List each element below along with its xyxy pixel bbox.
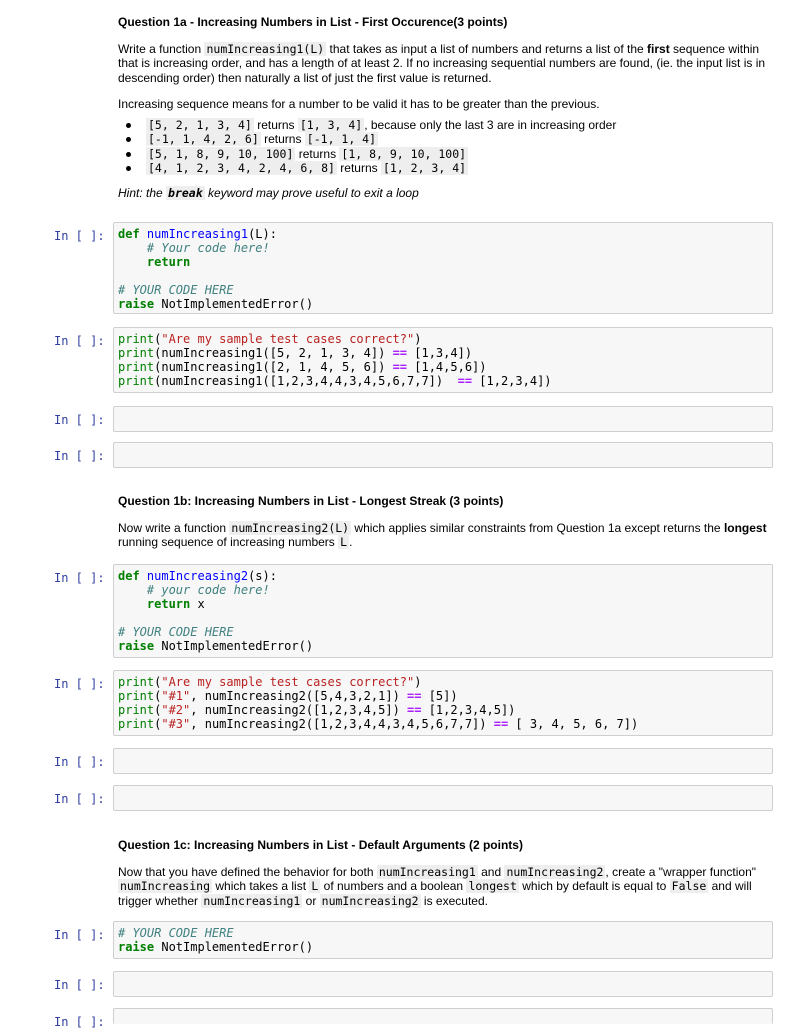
q1c-title: Question 1c: Increasing Numbers in List - Default Arguments (2 points) bbox=[118, 838, 523, 852]
code-cell[interactable] bbox=[113, 921, 773, 959]
q1a-description: Write a function numIncreasing1(L) that takes as input a list of numbers and returns a list of the first sequence within that is increasing order, and has a length of at least 2. If no increasing sequential numbers are found, (ie. the input list is in descending order) then naturally a list of just the first value is returned. bbox=[118, 41, 766, 85]
example-item: [5, 2, 1, 3, 4] returns [1, 3, 4] , because only the last 3 are in increasing order bbox=[118, 118, 768, 133]
q1a-hint: Hint: the break keyword may prove useful to exit a loop bbox=[118, 185, 419, 200]
cell-prompt-partial: In [ ]: bbox=[54, 1015, 105, 1029]
cell-prompt: In [ ]: bbox=[54, 571, 105, 585]
cell-prompt: In [ ]: bbox=[54, 928, 105, 942]
cell-prompt: In [ ]: bbox=[54, 413, 105, 427]
code-cell-empty[interactable] bbox=[113, 1008, 773, 1024]
q1a-title: Question 1a - Increasing Numbers in List - First Occurence(3 points) bbox=[118, 15, 508, 29]
code-cell-empty[interactable] bbox=[113, 442, 773, 468]
code-editor[interactable]: # YOUR CODE HERE raise NotImplementedError() bbox=[118, 926, 314, 954]
cell-prompt: In [ ]: bbox=[54, 792, 105, 806]
q1c-description: Now that you have defined the behavior for both numIncreasing1 and numIncreasing2 , create a "wrapper function" numIncreasing which takes a list L of numbers and a boolean longest which by default is equal to False and will trigger whether numIncreasing1 or numIncreasing2 is executed. bbox=[118, 864, 757, 908]
cell-prompt: In [ ]: bbox=[54, 334, 105, 348]
code-cell-empty[interactable] bbox=[113, 785, 773, 811]
example-item: [-1, 1, 4, 2, 6] returns [-1, 1, 4] bbox=[118, 132, 768, 147]
code-cell[interactable] bbox=[113, 222, 773, 314]
code-cell[interactable] bbox=[113, 564, 773, 658]
code-cell[interactable] bbox=[113, 670, 773, 736]
code-cell-empty[interactable] bbox=[113, 406, 773, 432]
cell-prompt: In [ ]: bbox=[54, 677, 105, 691]
example-item: [5, 1, 8, 9, 10, 100] returns [1, 8, 9, 10, 100] bbox=[118, 147, 768, 162]
code-editor[interactable]: def numIncreasing1(L): # Your code here! return # YOUR CODE HERE raise NotImplementedError() bbox=[118, 227, 314, 311]
q1a-examples bbox=[118, 118, 768, 176]
code-cell[interactable] bbox=[113, 327, 773, 393]
code-editor[interactable]: print("Are my sample test cases correct?") print(numIncreasing1([5, 2, 1, 3, 4]) == [1,3,4]) print(numIncreasing1([2, 1, 4, 5, 6]) == [1,4,5,6]) print(numIncreasing1([1,2,3,4,4,3,4,5,6,7,7]) == [1,2,3,4]) bbox=[118, 332, 552, 388]
code-cell-empty[interactable] bbox=[113, 748, 773, 774]
q1c-markdown bbox=[118, 838, 768, 908]
q1a-markdown bbox=[118, 15, 768, 200]
cell-prompt: In [ ]: bbox=[54, 755, 105, 769]
cell-prompt: In [ ]: bbox=[54, 229, 105, 243]
q1b-title: Question 1b: Increasing Numbers in List - Longest Streak (3 points) bbox=[118, 494, 504, 508]
code-editor[interactable]: print("Are my sample test cases correct?") print("#1", numIncreasing2([5,4,3,2,1]) == [5]) print("#2", numIncreasing2([1,2,3,4,5]) == [1,2,3,4,5]) print("#3", numIncreasing2([1,2,3,4,4,3,4,5,6,7,7]) == [ 3, 4, 5, 6, 7]) bbox=[118, 675, 639, 731]
example-item: [4, 1, 2, 3, 4, 2, 4, 6, 8] returns [1, 2, 3, 4] bbox=[118, 161, 768, 176]
code-editor[interactable]: def numIncreasing2(s): # your code here! return x # YOUR CODE HERE raise NotImplementedError() bbox=[118, 569, 314, 653]
q1b-markdown bbox=[118, 494, 768, 550]
cell-prompt: In [ ]: bbox=[54, 978, 105, 992]
code-cell-empty[interactable] bbox=[113, 971, 773, 997]
cell-prompt: In [ ]: bbox=[54, 449, 105, 463]
q1b-description: Now write a function numIncreasing2(L) which applies similar constraints from Question 1a except returns the longest running sequence of increasing numbers L . bbox=[118, 520, 767, 549]
q1a-definition: Increasing sequence means for a number to be valid it has to be greater than the previous. bbox=[118, 97, 600, 111]
